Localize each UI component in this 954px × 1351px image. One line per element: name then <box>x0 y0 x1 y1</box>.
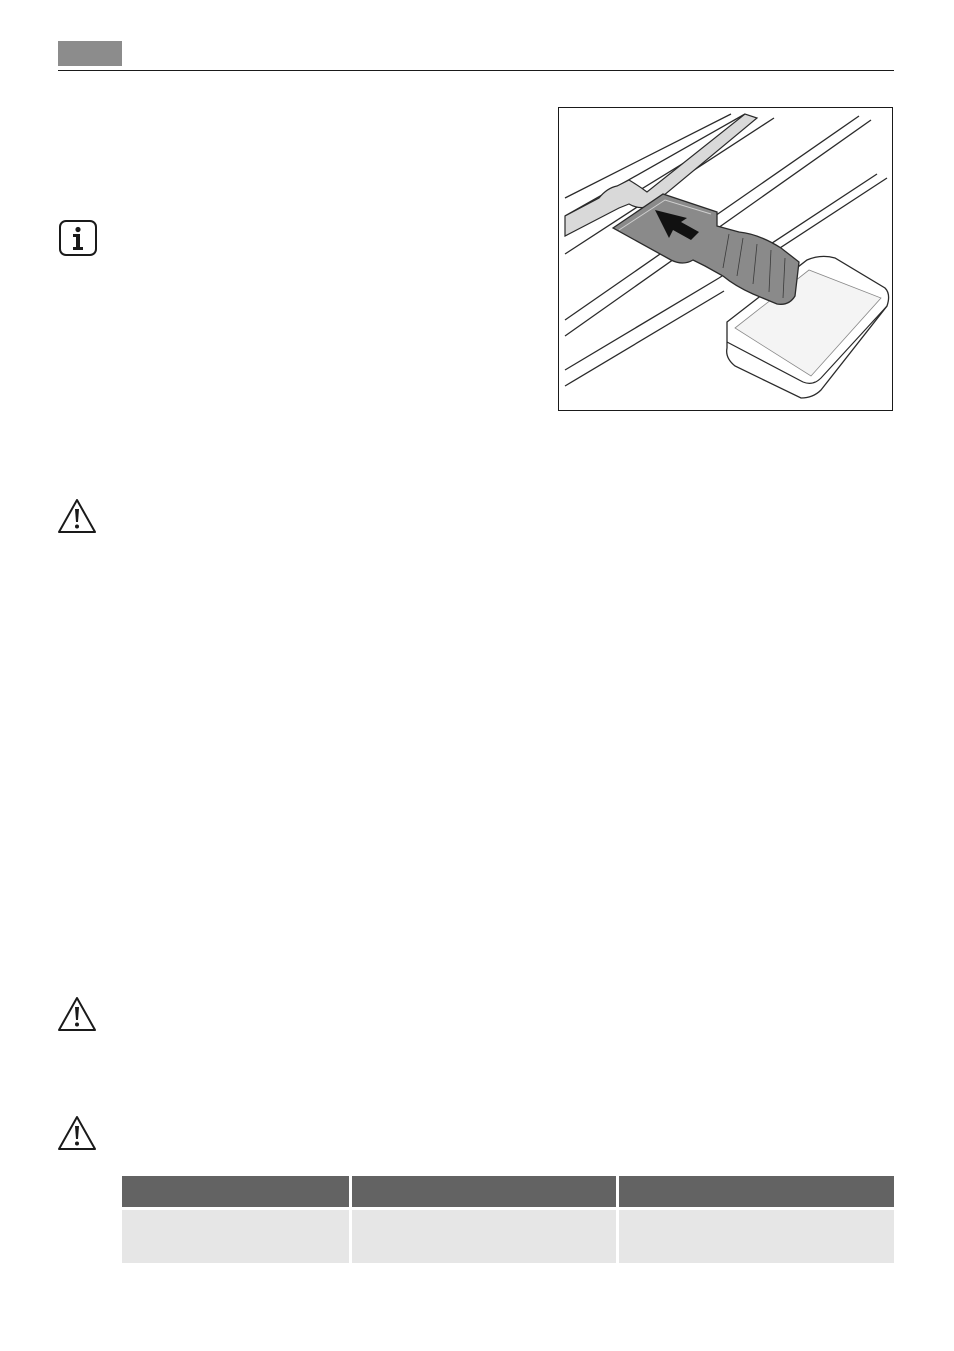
info-icon <box>58 219 98 257</box>
table-header-cell <box>122 1176 352 1207</box>
troubleshooting-table <box>122 1176 894 1263</box>
warning-triangle-icon <box>56 995 98 1033</box>
table-cell <box>122 1210 352 1263</box>
warning-triangle-icon <box>56 1114 98 1152</box>
header-rule <box>58 70 894 71</box>
table-cell <box>619 1210 894 1263</box>
table-cell <box>352 1210 619 1263</box>
figure-illustration <box>558 107 893 411</box>
warning-triangle-icon <box>56 497 98 535</box>
table-header-row <box>122 1176 894 1207</box>
table-header-cell <box>619 1176 894 1207</box>
drawer-retaining-tab-illustration <box>559 108 893 411</box>
table-header-cell <box>352 1176 619 1207</box>
header-section-tab <box>58 41 122 66</box>
table-row <box>122 1210 894 1263</box>
